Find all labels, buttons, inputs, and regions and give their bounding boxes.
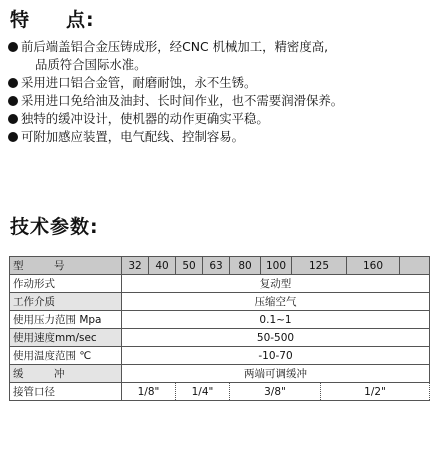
model-cell: 80 xyxy=(230,257,261,275)
spec-row xyxy=(10,365,430,383)
features-list xyxy=(8,38,432,146)
model-cell: 125 xyxy=(292,257,347,275)
model-cell: 40 xyxy=(149,257,176,275)
model-label: 型 号 xyxy=(10,257,122,275)
port-value: 1/2" xyxy=(321,383,430,401)
model-cell: 100 xyxy=(261,257,292,275)
spec-label: 缓 冲 xyxy=(10,365,122,383)
bullet-icon xyxy=(8,78,18,88)
bullet-icon xyxy=(8,42,18,52)
spec-label: 使用压力范围 Mpa xyxy=(10,311,122,329)
model-cell: 160 xyxy=(347,257,400,275)
model-cell: 32 xyxy=(122,257,149,275)
spec-value: 复动型 xyxy=(122,275,430,293)
spec-value: 两端可调缓冲 xyxy=(122,365,430,383)
spec-row xyxy=(10,329,430,347)
port-value: 3/8" xyxy=(230,383,321,401)
model-cell xyxy=(400,257,430,275)
spec-value: 0.1~1 xyxy=(122,311,430,329)
spec-label: 作动形式 xyxy=(10,275,122,293)
port-value: 1/8" xyxy=(122,383,176,401)
features-title: 特 点: xyxy=(10,9,95,31)
model-row xyxy=(10,257,430,275)
spec-label: 使用温度范围 ℃ xyxy=(10,347,122,365)
specs-table xyxy=(9,256,430,401)
spec-value: -10-70 xyxy=(122,347,430,365)
model-cell: 63 xyxy=(203,257,230,275)
model-cell: 50 xyxy=(176,257,203,275)
feature-item: 独特的缓冲设计，使机器的动作更确实平稳。 xyxy=(8,110,432,128)
feature-item: 前后端盖铝合金压铸成形，经CNC 机械加工，精密度高, 品质符合国际水准。 xyxy=(8,38,432,74)
spec-row xyxy=(10,293,430,311)
spec-label: 工作介质 xyxy=(10,293,122,311)
spec-value: 压缩空气 xyxy=(122,293,430,311)
port-value: 1/4" xyxy=(176,383,230,401)
port-row xyxy=(10,383,430,401)
port-label: 接管口径 xyxy=(10,383,122,401)
feature-item: 采用进口免给油及油封、长时间作业，也不需要润滑保养。 xyxy=(8,92,432,110)
spec-row xyxy=(10,275,430,293)
specs-title: 技术参数: xyxy=(10,216,99,238)
spec-label: 使用速度mm/sec xyxy=(10,329,122,347)
spec-value: 50-500 xyxy=(122,329,430,347)
bullet-icon xyxy=(8,114,18,124)
spec-row xyxy=(10,311,430,329)
bullet-icon xyxy=(8,132,18,142)
bullet-icon xyxy=(8,96,18,106)
spec-row xyxy=(10,347,430,365)
feature-item: 采用进口铝合金管，耐磨耐蚀，永不生锈。 xyxy=(8,74,432,92)
feature-item: 可附加感应装置，电气配线、控制容易。 xyxy=(8,128,432,146)
